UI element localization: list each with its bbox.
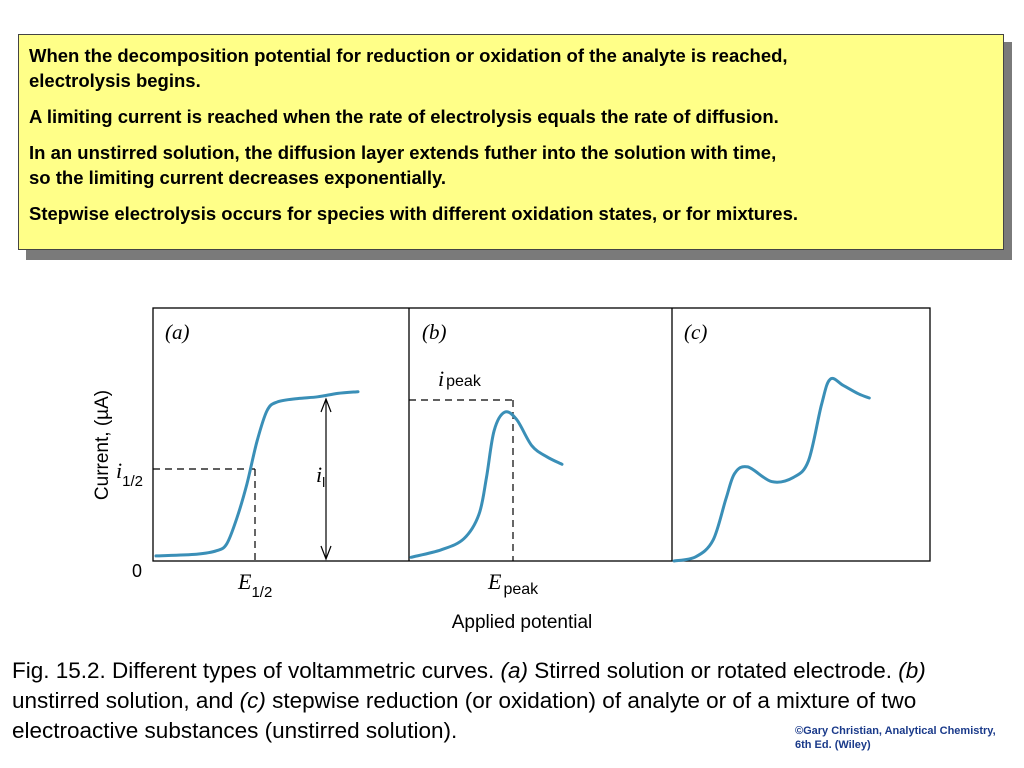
y-axis-label: Current, (µA): [92, 389, 113, 501]
panel-label-c: (c): [684, 320, 708, 344]
note-decomposition-line2: electrolysis begins.: [29, 70, 201, 91]
curve-b: [411, 412, 562, 558]
curve-c: [674, 378, 869, 561]
caption-c-text: stepwise reduction (or oxidation) of analyte or of a mixture of two electroactive substances (unstirred solution).: [12, 688, 917, 743]
panel-label-a: (a): [165, 320, 190, 344]
caption-c-label: (c): [239, 688, 266, 713]
note-limiting-current: A limiting current is reached when the rate of electrolysis equals the rate of diffusion.: [29, 106, 779, 127]
credit-line1: ©Gary Christian, Analytical Chemistry,: [795, 725, 996, 737]
caption-b-text: unstirred solution, and: [12, 688, 240, 713]
half-current-label-a: $i_{1/2}$: [116, 458, 143, 490]
caption-a-text: Stirred solution or rotated electrode.: [528, 658, 899, 683]
y-zero-label: 0: [132, 561, 143, 581]
peak-potential-label-b: E $_{peak}$: [488, 569, 539, 598]
credit-line2: 6th Ed. (Wiley): [795, 739, 871, 751]
caption-b-label: (b): [898, 658, 926, 683]
x-axis-label: Applied potential: [451, 612, 593, 633]
caption-prefix: Fig. 15.2. Different types of voltammetric curves.: [12, 658, 501, 683]
chart-frame: [153, 308, 930, 561]
peak-current-label-b: i peak: [438, 366, 481, 391]
note-stepwise: Stepwise electrolysis occurs for species with different oxidation states, or for mixtures.: [29, 203, 799, 224]
note-decomposition-line1: When the decomposition potential for reduction or oxidation of the analyte is reached,: [29, 45, 788, 66]
copyright-credit: [795, 724, 996, 752]
panel-label-b: (b): [422, 320, 447, 344]
half-potential-label-a: $E_{1/2}$: [238, 569, 273, 601]
caption-a-label: (a): [500, 658, 529, 683]
limiting-current-label-a: $i_l$: [316, 462, 326, 490]
note-unstirred-line2: so the limiting current decreases exponentially.: [29, 167, 447, 188]
note-unstirred-line1: In an unstirred solution, the diffusion layer extends futher into the solution with time,: [29, 142, 777, 163]
curve-a: [156, 392, 358, 556]
